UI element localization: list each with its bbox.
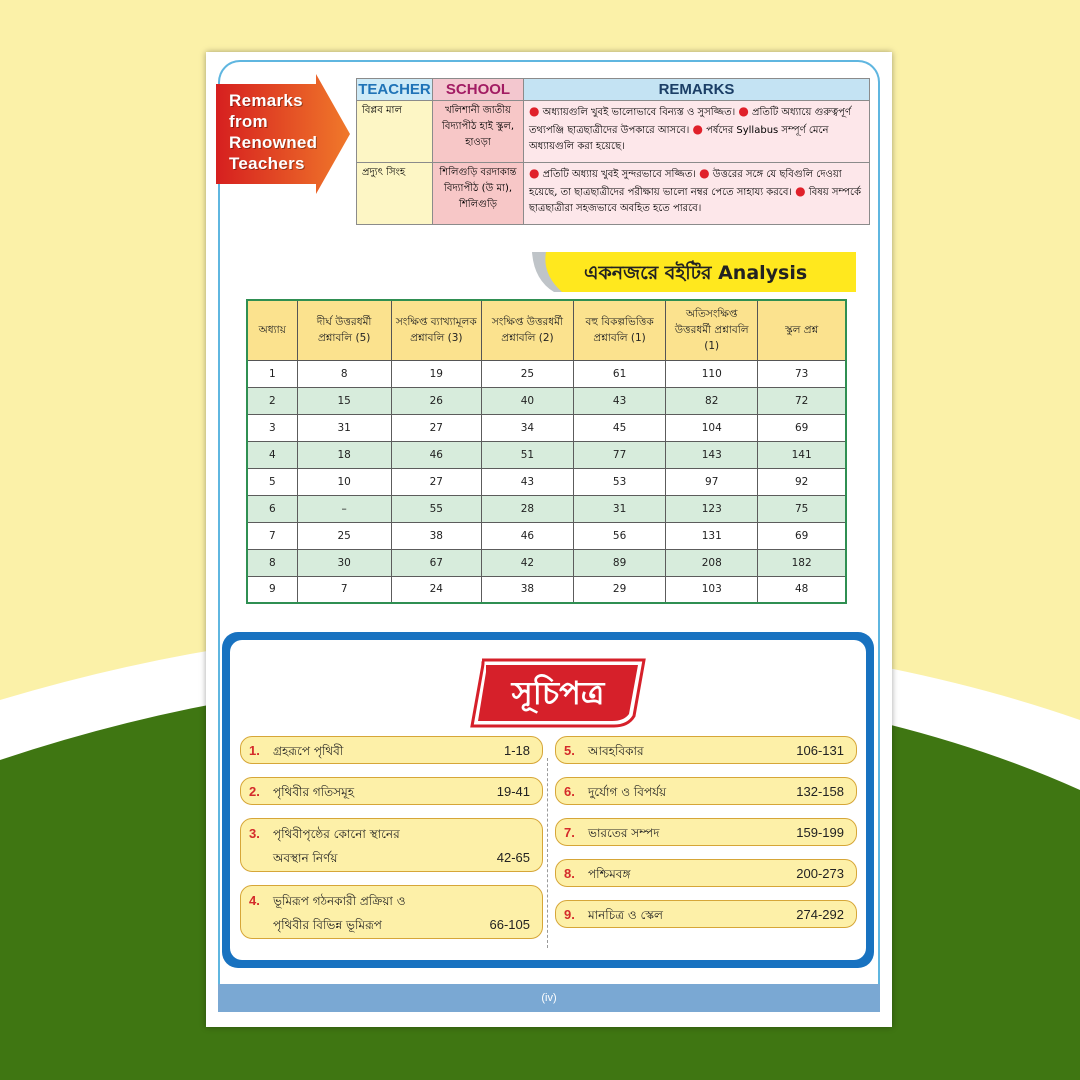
table-cell: 19	[391, 360, 481, 387]
contents-panel	[222, 632, 874, 968]
table-cell: 43	[574, 387, 666, 414]
toc-label-line2: পৃথিবীর বিভিন্ন ভূমিরূপ	[273, 918, 382, 932]
table-cell: 31	[297, 414, 391, 441]
table-cell: 4	[247, 441, 297, 468]
toc-pages: 19-41	[496, 784, 530, 799]
table-cell: 46	[481, 522, 573, 549]
col-header: সংক্ষিপ্ত ব্যাখ্যামূলক প্রশ্নাবলি (3)	[391, 300, 481, 360]
toc-label: গ্রহরূপে পৃথিবী	[273, 744, 344, 758]
toc-item-7[interactable]	[555, 818, 857, 846]
table-cell: 26	[391, 387, 481, 414]
remarks-badge	[216, 74, 352, 196]
table-cell: 24	[391, 576, 481, 603]
table-cell: 55	[391, 495, 481, 522]
remark-point: পর্ষদের Syllabus সম্পূর্ণ মেনে অধ্যায়গুলি করা হয়েছে।	[529, 125, 829, 152]
toc-item-2[interactable]	[240, 777, 543, 805]
table-cell: 103	[666, 576, 758, 603]
contents-title: সূচিপত্র	[511, 674, 605, 712]
table-cell: 27	[391, 468, 481, 495]
toc-number: 9.	[564, 907, 575, 922]
table-cell: 27	[391, 414, 481, 441]
table-cell: 72	[758, 387, 846, 414]
table-cell: 143	[666, 441, 758, 468]
table-row	[247, 387, 846, 414]
table-cell: 104	[666, 414, 758, 441]
header-remarks: REMARKS	[524, 79, 870, 101]
col-header: দীর্ঘ উত্তরধর্মী প্রশ্নাবলি (5)	[297, 300, 391, 360]
table-cell: 2	[247, 387, 297, 414]
bullet-icon: ●	[738, 104, 749, 118]
toc-item-5[interactable]	[555, 736, 857, 764]
table-row	[247, 441, 846, 468]
teacher-name: প্রদ্যুৎ সিংহ	[357, 163, 433, 225]
remark-point: উত্তরের সঙ্গে যে ছবিগুলি দেওয়া হয়েছে, তা ছাত্রছাত্রীদের পরীক্ষায় ভালো নম্বর পেতে সাহায্য করবে।	[529, 169, 842, 198]
school-name: শিলিগুড়ি বরদাকান্ত বিদ্যাপীঠ (উ মা), শিলিগুড়ি	[433, 163, 524, 225]
badge-line: Teachers	[229, 154, 305, 173]
toc-pages: 42-65	[496, 850, 530, 865]
table-row	[247, 522, 846, 549]
page-number: (iv)	[541, 992, 557, 1004]
table-cell: 31	[574, 495, 666, 522]
table-cell: 28	[481, 495, 573, 522]
table-cell: 8	[297, 360, 391, 387]
table-row	[247, 495, 846, 522]
remark-text	[524, 163, 870, 225]
remark-point: অধ্যায়গুলি খুবই ভালোভাবে বিন্যস্ত ও সুসজ্জিত।	[542, 107, 736, 118]
table-cell: 75	[758, 495, 846, 522]
toc-pages: 132-158	[796, 784, 844, 799]
table-cell: –	[297, 495, 391, 522]
remark-point: প্রতিটি অধ্যায় খুবই সুন্দরভাবে সজ্জিত।	[542, 169, 696, 180]
contents-panel-inner	[230, 640, 866, 960]
toc-number: 4.	[249, 893, 260, 908]
bullet-icon: ●	[692, 122, 703, 136]
table-cell: 8	[247, 549, 297, 576]
table-cell: 3	[247, 414, 297, 441]
toc-label: পৃথিবীর গতিসমূহ	[273, 785, 355, 799]
remarks-table	[356, 78, 870, 225]
table-cell: 61	[574, 360, 666, 387]
toc-number: 2.	[249, 784, 260, 799]
toc-label: ভূমিরূপ গঠনকারী প্রক্রিয়া ও	[273, 894, 406, 908]
toc-pages: 106-131	[796, 743, 844, 758]
contents-title-badge	[468, 658, 648, 728]
table-cell: 208	[666, 549, 758, 576]
header-teacher: TEACHER	[357, 79, 433, 101]
table-cell: 7	[247, 522, 297, 549]
toc-label: ভারতের সম্পদ	[588, 826, 660, 840]
table-cell: 51	[481, 441, 573, 468]
col-header: অধ্যায়	[247, 300, 297, 360]
table-cell: 73	[758, 360, 846, 387]
table-cell: 123	[666, 495, 758, 522]
badge-line: Remarks	[229, 91, 303, 110]
table-cell: 110	[666, 360, 758, 387]
table-cell: 25	[481, 360, 573, 387]
toc-pages: 66-105	[489, 917, 530, 932]
table-cell: 77	[574, 441, 666, 468]
bullet-icon: ●	[529, 104, 540, 118]
table-cell: 6	[247, 495, 297, 522]
table-cell: 9	[247, 576, 297, 603]
toc-pages: 1-18	[503, 743, 530, 758]
toc-label-line2: অবস্থান নির্ণয়	[273, 851, 338, 865]
table-cell: 40	[481, 387, 573, 414]
table-cell: 7	[297, 576, 391, 603]
table-cell: 69	[758, 414, 846, 441]
remarks-row	[357, 101, 870, 163]
table-cell: 45	[574, 414, 666, 441]
toc-item-1[interactable]	[240, 736, 543, 764]
table-cell: 67	[391, 549, 481, 576]
table-cell: 18	[297, 441, 391, 468]
teacher-name: বিপ্লব মাল	[357, 101, 433, 163]
table-row	[247, 414, 846, 441]
book-page	[206, 52, 892, 1027]
toc-label: দুর্যোগ ও বিপর্যয়	[588, 785, 667, 799]
col-header: স্কুল প্রশ্ন	[758, 300, 846, 360]
badge-line: from	[229, 112, 268, 131]
table-cell: 1	[247, 360, 297, 387]
table-cell: 30	[297, 549, 391, 576]
toc-number: 6.	[564, 784, 575, 799]
table-cell: 56	[574, 522, 666, 549]
header-school: SCHOOL	[433, 79, 524, 101]
analysis-table	[246, 299, 847, 604]
table-cell: 38	[481, 576, 573, 603]
remarks-row	[357, 163, 870, 225]
toc-number: 7.	[564, 825, 575, 840]
toc-pages: 200-273	[796, 866, 844, 881]
toc-pages: 159-199	[796, 825, 844, 840]
toc-number: 5.	[564, 743, 575, 758]
table-cell: 131	[666, 522, 758, 549]
table-cell: 29	[574, 576, 666, 603]
table-cell: 5	[247, 468, 297, 495]
toc-number: 3.	[249, 826, 260, 841]
remarks-badge-text	[229, 90, 339, 174]
table-cell: 10	[297, 468, 391, 495]
table-cell: 42	[481, 549, 573, 576]
toc-item-6[interactable]	[555, 777, 857, 805]
toc-pages: 274-292	[796, 907, 844, 922]
table-cell: 53	[574, 468, 666, 495]
bullet-icon: ●	[795, 184, 806, 198]
toc-label: পশ্চিমবঙ্গ	[588, 867, 631, 881]
table-cell: 97	[666, 468, 758, 495]
table-row	[247, 549, 846, 576]
badge-line: Renowned	[229, 133, 318, 152]
page-footer	[218, 984, 880, 1012]
table-row	[247, 468, 846, 495]
analysis-banner	[532, 250, 856, 294]
analysis-title: একনজরে বইটির Analysis	[584, 262, 808, 284]
bullet-icon: ●	[529, 166, 540, 180]
table-cell: 15	[297, 387, 391, 414]
table-cell: 89	[574, 549, 666, 576]
column-divider	[547, 758, 548, 948]
table-cell: 46	[391, 441, 481, 468]
table-cell: 38	[391, 522, 481, 549]
toc-label: পৃথিবীপৃষ্ঠের কোনো স্থানের	[273, 827, 400, 841]
toc-item-9[interactable]	[555, 900, 857, 928]
toc-item-8[interactable]	[555, 859, 857, 887]
table-cell: 69	[758, 522, 846, 549]
toc-number: 8.	[564, 866, 575, 881]
bullet-icon: ●	[699, 166, 710, 180]
toc-label: মানচিত্র ও স্কেল	[588, 908, 663, 922]
table-cell: 141	[758, 441, 846, 468]
school-name: খলিশানী জাতীয় বিদ্যাপীঠ হাই স্কুল, হাওড়া	[433, 101, 524, 163]
toc-item-4[interactable]	[240, 885, 543, 939]
table-cell: 92	[758, 468, 846, 495]
table-row	[247, 360, 846, 387]
remark-point: বিষয় সম্পর্কে ছাত্রছাত্রীরা সহজভাবে অবহিত হতে পারবে।	[529, 187, 862, 214]
toc-item-3[interactable]	[240, 818, 543, 872]
table-cell: 25	[297, 522, 391, 549]
remark-text	[524, 101, 870, 163]
table-cell: 34	[481, 414, 573, 441]
table-cell: 182	[758, 549, 846, 576]
table-cell: 43	[481, 468, 573, 495]
remark-point: প্রতিটি অধ্যায়ে গুরুত্বপূর্ণ তথ্যপঞ্জি ছাত্রছাত্রীদের উপকারে আসবে।	[529, 107, 852, 136]
toc-label: আবহবিকার	[588, 744, 644, 758]
col-header: অতিসংক্ষিপ্ত উত্তরধর্মী প্রশ্নাবলি (1)	[666, 300, 758, 360]
toc-number: 1.	[249, 743, 260, 758]
col-header: সংক্ষিপ্ত উত্তরধর্মী প্রশ্নাবলি (2)	[481, 300, 573, 360]
table-row	[247, 576, 846, 603]
table-cell: 48	[758, 576, 846, 603]
table-cell: 82	[666, 387, 758, 414]
col-header: বহু বিকল্পভিত্তিক প্রশ্নাবলি (1)	[574, 300, 666, 360]
